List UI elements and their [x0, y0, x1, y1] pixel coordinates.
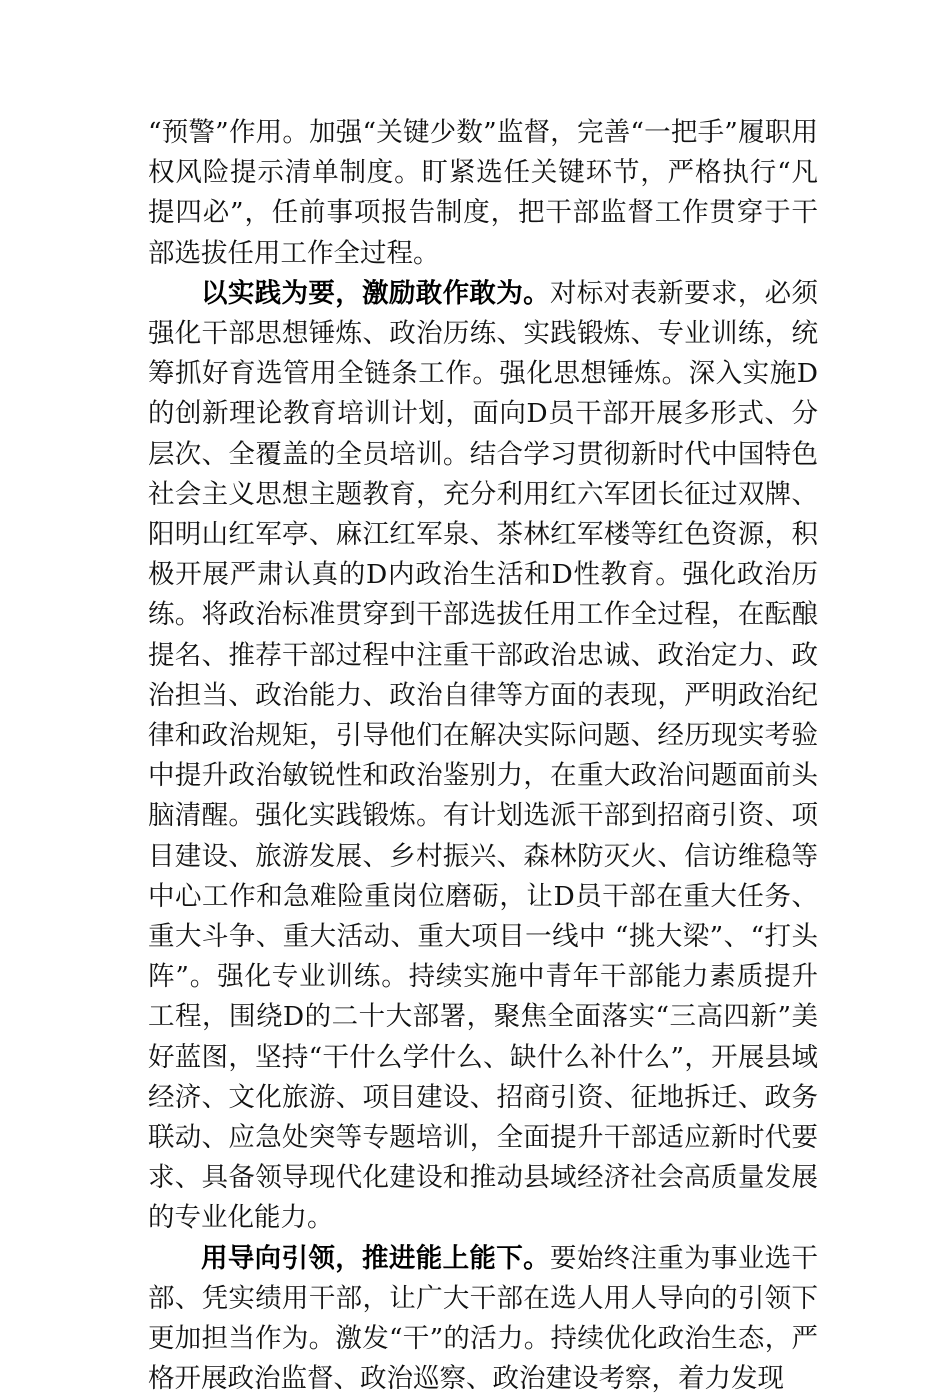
paragraph-guidance	[148, 1239, 818, 1400]
paragraph-continued	[148, 113, 818, 274]
paragraph-practice	[148, 274, 818, 1239]
document-body	[148, 113, 818, 1400]
paragraph-heading: 用导向引领，推进能上能下。	[201, 1242, 550, 1274]
paragraph-text: 要始终注重为事业选干部、凭实绩用干部，让广大干部在选人用人导向的引领下更加担当作为。激发“干”的活力。持续优化政治生态，严格开展政治监督、政治巡察、政治建设考察，着力发现	[148, 1242, 819, 1395]
paragraph-heading: 以实践为要，激励敢作敢为。	[201, 277, 550, 309]
paragraph-text: “预警”作用。加强“关键少数”监督，完善“一把手”履职用权风险提示清单制度。盯紧选任关键环节，严格执行“凡提四必”，任前事项报告制度，把干部监督工作贯穿于干部选拔任用工作全过程。	[148, 117, 818, 269]
paragraph-text: 对标对表新要求，必须强化干部思想锤炼、政治历练、实践锻炼、专业训练，统筹抓好育选管用全链条工作。强化思想锤炼。深入实施D的创新理论教育培训计划，面向D员干部开展多形式、分层次、全覆盖的全员培训。结合学习贯彻新时代中国特色社会主义思想主题教育，充分利用红六军团长征过双牌、阳明山红军亭、麻江红军泉、茶林红军楼等红色资源，积极开展严肃认真的D内政治生活和D性教育。强化政治历练。将政治标准贯穿到干部选拔任用工作全过程，在酝酿提名、推荐干部过程中注重干部政治忠诚、政治定力、政治担当、政治能力、政治自律等方面的表现，严明政治纪律和政治规矩，引导他们在解决实际问题、经历现实考验中提升政治敏锐性和政治鉴别力，在重大政治问题面前头脑清醒。强化实践锻炼。有计划选派干部到招商引资、项目建设、旅游发展、乡村振兴、森林防灭火、信访维稳等中心工作和急难险重岗位磨砺，让D员干部在重大任务、重大斗争、重大活动、重大项目一线中 “挑大梁”、“打头阵”。强化专业训练。持续实施中青年干部能力素质提升工程，围绕D的二十大部署，聚焦全面落实“三高四新”美好蓝图，坚持“干什么学什么、缺什么补什么”，开展县域经济、文化旅游、项目建设、招商引资、征地拆迁、政务联动、应急处突等专题培训，全面提升干部适应新时代要求、具备领导现代化建设和推动县域经济社会高质量发展的专业化能力。	[148, 277, 819, 1234]
